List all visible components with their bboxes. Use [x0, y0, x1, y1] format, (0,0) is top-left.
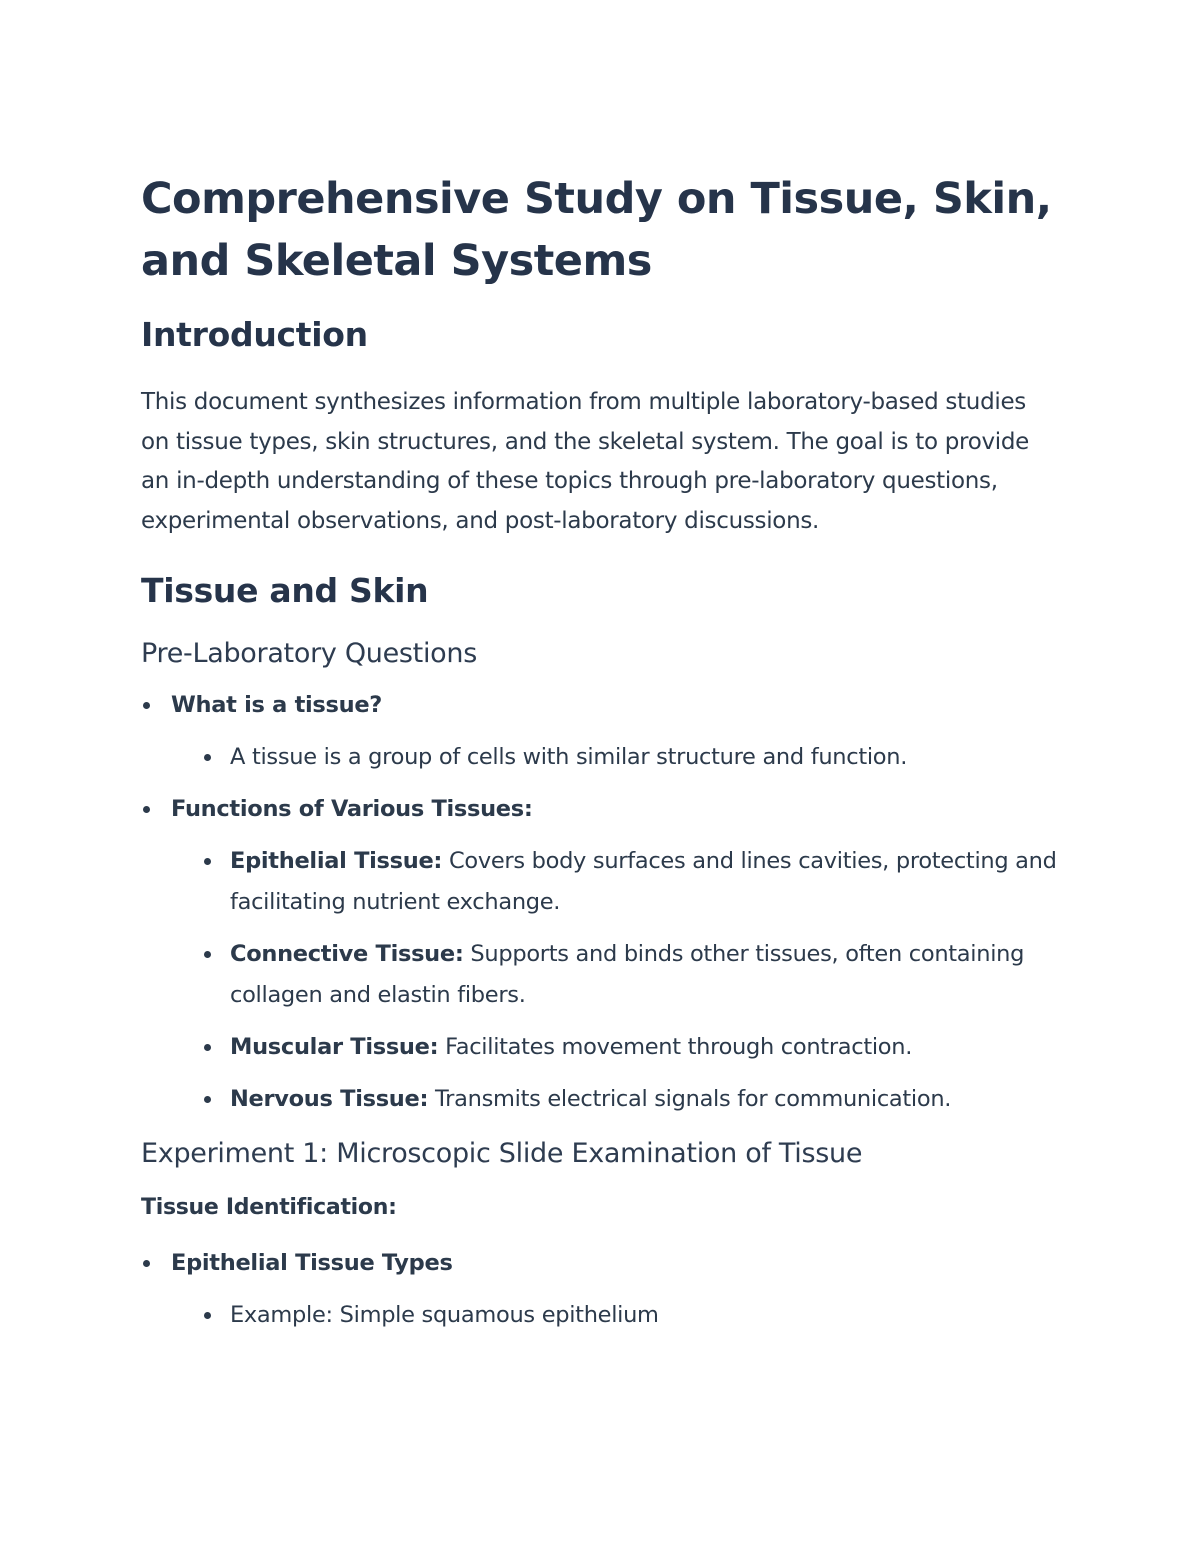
- list-item: [201, 1079, 1061, 1120]
- introduction-paragraph: This document synthesizes information from multiple laboratory-based studies on tissue types, skin structures, and the skeletal system. The goal is to provide an in-depth understanding of these topics through pre-laboratory questions, experimental observations, and post-laboratory discussions.: [141, 389, 1030, 534]
- bullet-icon: [143, 702, 150, 709]
- list-item: [201, 1027, 1061, 1068]
- prelab-question-list: [141, 685, 1061, 1120]
- list-item: [141, 1243, 1061, 1336]
- tissue-description: Supports and binds other tissues, often containing collagen and elastin fibers.: [230, 941, 1025, 1008]
- example-text: Example: Simple squamous epithelium: [230, 1302, 659, 1328]
- tissue-skin-heading: Tissue and Skin: [141, 571, 429, 610]
- tissue-term: Epithelial Tissue:: [230, 848, 443, 874]
- answer-list: [201, 737, 1061, 778]
- document-title: Comprehensive Study on Tissue, Skin, and Skeletal Systems: [141, 174, 1052, 286]
- bullet-icon: [204, 1312, 211, 1319]
- experiment1-heading: Experiment 1: Microscopic Slide Examination of Tissue: [141, 1138, 863, 1169]
- question-label: What is a tissue?: [171, 692, 383, 718]
- tissue-term: Connective Tissue:: [230, 941, 464, 967]
- list-item: [201, 1295, 1061, 1336]
- tissue-term: Nervous Tissue:: [230, 1086, 429, 1112]
- list-item: [141, 685, 1061, 778]
- bullet-icon: [143, 1260, 150, 1267]
- tissue-description: Facilitates movement through contraction.: [438, 1034, 913, 1060]
- list-item: [201, 934, 1061, 1016]
- tissue-term: Muscular Tissue:: [230, 1034, 439, 1060]
- list-item: [201, 841, 1061, 923]
- bullet-icon: [204, 858, 211, 865]
- answer-text: A tissue is a group of cells with similar structure and function.: [230, 744, 908, 770]
- tissue-function-list: [201, 841, 1061, 1120]
- tissue-example-list: [201, 1295, 1061, 1336]
- bullet-icon: [204, 1096, 211, 1103]
- question-label: Functions of Various Tissues:: [171, 796, 533, 822]
- bullet-icon: [204, 754, 211, 761]
- list-item: [201, 737, 1061, 778]
- tissue-description: Transmits electrical signals for communication.: [428, 1086, 952, 1112]
- list-item: [141, 789, 1061, 1120]
- bullet-icon: [143, 806, 150, 813]
- document-page: [141, 168, 1061, 1336]
- bullet-icon: [204, 1044, 211, 1051]
- bullet-icon: [204, 951, 211, 958]
- introduction-heading: Introduction: [141, 315, 368, 354]
- tissue-type-list: [141, 1243, 1061, 1336]
- tissue-identification-label: Tissue Identification:: [141, 1195, 397, 1220]
- tissue-type-label: Epithelial Tissue Types: [171, 1250, 453, 1276]
- prelab-heading: Pre-Laboratory Questions: [141, 638, 477, 669]
- tissue-description: Covers body surfaces and lines cavities, protecting and facilitating nutrient exchange.: [230, 848, 1057, 915]
